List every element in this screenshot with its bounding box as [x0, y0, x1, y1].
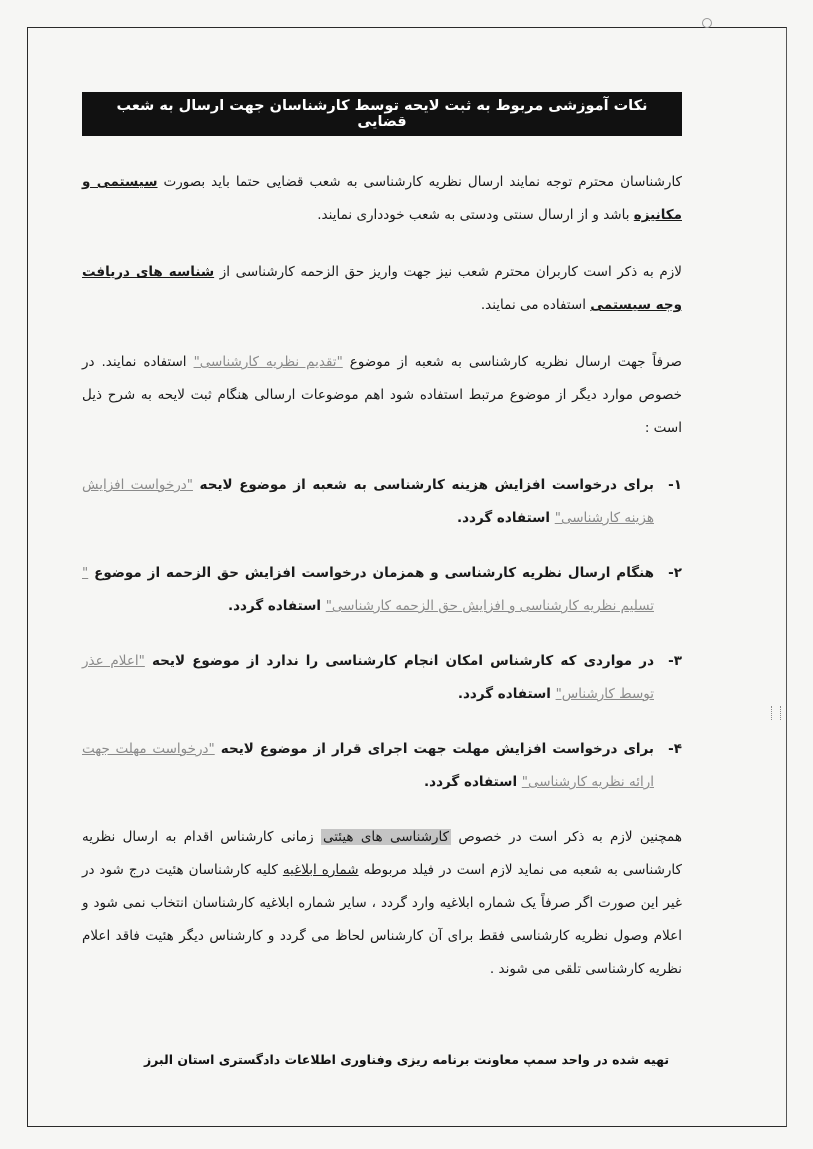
document-body: [82, 80, 682, 1010]
paragraph-panel-experts: همچنین لازم به ذکر است در خصوص کارشناسی های هیئتی زمانی کارشناس اقدام به ارسال نظریه کارشناسی به شعبه می نماید لازم است در فیلد مربوطه شماره ابلاغیه کلیه کارشناسان هئیت درج شود در غیر این صورت اگر صرفاً یک شماره ابلاغیه وارد گردد ، سایر شماره ابلاغیه کارشناسان انتخاب نمی شود و اعلام وصول نظریه کارشناسی فقط برای آن کارشناس لحاظ می گردد و کارشناس دیگر هئیت فاقد اعلام نظریه کارشناسی تلقی می شوند .: [82, 829, 682, 977]
topic-label: "تقدیم نظریه کارشناسی": [193, 354, 343, 370]
emphasis-text: شناسه های دریافت وجه سیستمی: [82, 264, 682, 313]
topic-label: "درخواست مهلت جهت ارائه نظریه کارشناسی": [82, 741, 654, 790]
footer-note: تهیه شده در واحد سمپ معاونت برنامه ریزی وفناوری اطلاعات دادگستری استان البرز: [143, 1052, 670, 1067]
topic-label: "درخواست افزایش هزینه کارشناسی": [82, 477, 654, 526]
list-item: ۱- برای درخواست افزایش هزینه کارشناسی به شعبه از موضوع لایحه "درخواست افزایش هزینه کارشناسی" استفاده گردد.: [82, 477, 682, 526]
list-item: ۳- در مواردی که کارشناس امکان انجام کارشناسی را ندارد از موضوع لایحه "اعلام عذر توسط کارشناس" استفاده گردد.: [82, 653, 682, 702]
scan-mark: [771, 706, 781, 720]
paragraph-system-submission: کارشناسان محترم توجه نمایند ارسال نظریه کارشناسی به شعب قضایی حتما باید بصورت سیستمی و مکانیزه باشد و از ارسال سنتی ودستی به شعب خودداری نمایند.: [82, 174, 682, 223]
list-item: ۴- برای درخواست افزایش مهلت جهت اجرای قرار از موضوع لایحه "درخواست مهلت جهت ارائه نظریه کارشناسی" استفاده گردد.: [82, 741, 682, 790]
paragraph-payment-ids: لازم به ذکر است کاربران محترم شعب نیز جهت واریز حق الزحمه کارشناسی از شناسه های دریافت وجه سیستمی استفاده می نمایند.: [82, 264, 682, 313]
topic-label: " تسلیم نظریه کارشناسی و افزایش حق الزحمه کارشناسی": [82, 565, 654, 614]
topics-list: [82, 469, 682, 799]
underlined-text: شماره ابلاغیه: [282, 862, 359, 878]
list-item: ۲- هنگام ارسال نظریه کارشناسی و همزمان درخواست افزایش حق الزحمه از موضوع " تسلیم نظریه کارشناسی و افزایش حق الزحمه کارشناسی" استفاده گردد.: [82, 565, 682, 614]
highlighted-text: کارشناسی های هیئتی: [322, 829, 450, 845]
emphasis-text: سیستمی و مکانیزه: [82, 174, 682, 223]
topic-label: "اعلام عذر توسط کارشناس": [82, 653, 654, 702]
scan-mark: [702, 18, 712, 28]
document-title: نکات آموزشی مربوط به ثبت لایحه توسط کارشناسان جهت ارسال به شعب قضایی: [82, 92, 682, 136]
paragraph-topic-usage: صرفاً جهت ارسال نظریه کارشناسی به شعبه از موضوع "تقدیم نظریه کارشناسی" استفاده نمایند. در خصوص موارد دیگر از موضوع مرتبط استفاده شود اهم موضوعات ارسالی هنگام ثبت لایحه به شرح ذیل است :: [82, 354, 682, 436]
